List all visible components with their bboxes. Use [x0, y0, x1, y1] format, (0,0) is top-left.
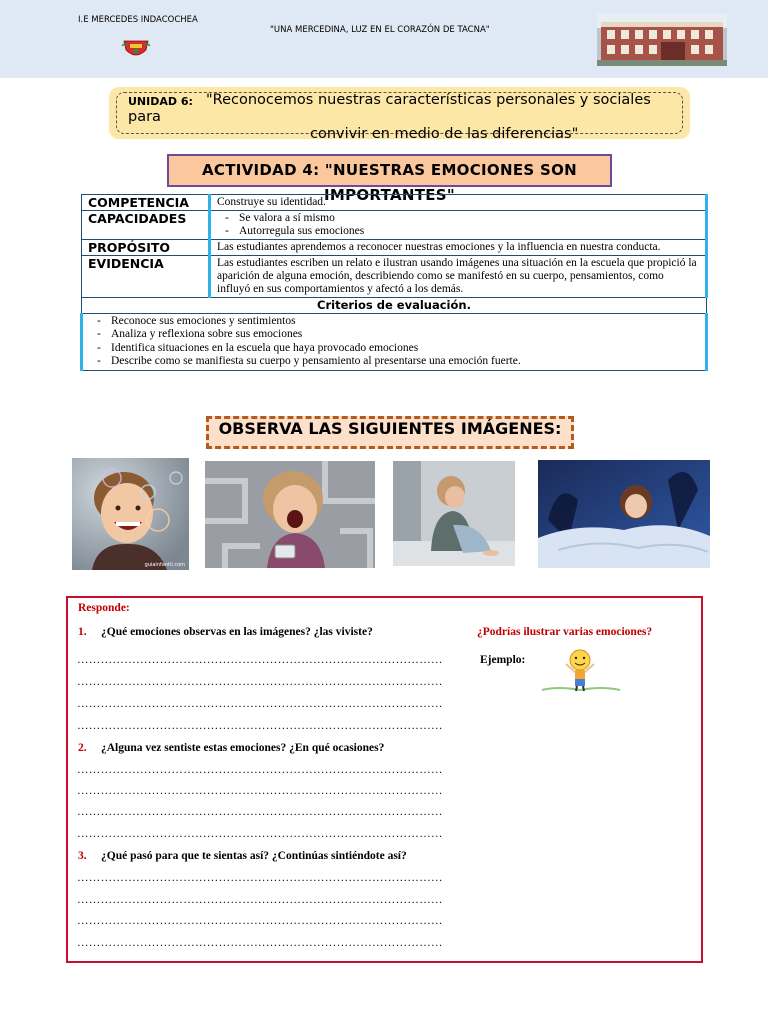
question-1-number: 1.	[78, 626, 87, 638]
photo-scared-girl	[538, 460, 710, 568]
answer-line: …………………………………………………………………………………	[77, 698, 443, 710]
question-3-number: 3.	[78, 850, 87, 862]
competencia-label: COMPETENCIA	[82, 195, 210, 211]
answer-line: …………………………………………………………………………………	[77, 720, 443, 732]
photo-sad-child	[393, 461, 515, 566]
responde-label: Responde:	[78, 602, 130, 614]
activity-title: ACTIVIDAD 4: "NUESTRAS EMOCIONES SON IMPORTANTES"	[201, 161, 578, 204]
photo-happy-child	[72, 458, 189, 570]
criterios-heading: Criterios de evaluación.	[82, 298, 707, 314]
observe-banner	[206, 416, 574, 449]
question-3-text: ¿Qué pasó para que te sientas así? ¿Continúas sintiéndote así?	[101, 850, 407, 862]
answer-line: …………………………………………………………………………………	[77, 872, 443, 884]
unit-title-continuation: convivir en medio de las diferencias"	[310, 126, 579, 142]
capacidades-value	[210, 211, 707, 240]
proposito-label: PROPÓSITO	[82, 240, 210, 256]
list-item: - Identifica situaciones en la escuela que haya provocado emociones	[97, 342, 699, 355]
criterios-list	[89, 315, 699, 368]
table-row	[82, 240, 707, 256]
list-item: - Describe como se manifiesta su cuerpo y pensamiento al presentarse una emoción fuerte.	[97, 355, 699, 368]
table-row	[82, 256, 707, 298]
proposito-value: Las estudiantes aprendemos a reconocer nuestras emociones y la influencia en nuestra conducta.	[210, 240, 707, 256]
answer-line: …………………………………………………………………………………	[77, 806, 443, 818]
answer-line: …………………………………………………………………………………	[77, 764, 443, 776]
answer-line: …………………………………………………………………………………	[77, 785, 443, 797]
table-row	[82, 195, 707, 211]
observe-title: OBSERVA LAS SIGUIENTES IMÁGENES:	[218, 419, 562, 438]
unit-title: "Reconocemos nuestras características personales y sociales para	[128, 92, 651, 125]
capacidades-list	[217, 212, 699, 238]
answer-line: …………………………………………………………………………………	[77, 894, 443, 906]
table-row	[82, 211, 707, 240]
page-header	[0, 0, 768, 78]
answer-line: …………………………………………………………………………………	[77, 654, 443, 666]
list-item: - Se valora a sí mismo	[225, 212, 699, 225]
competency-table	[80, 194, 708, 371]
table-row	[82, 314, 707, 371]
list-item: - Analiza y reflexiona sobre sus emociones	[97, 328, 699, 341]
criterios-cell	[82, 314, 707, 371]
evidencia-label: EVIDENCIA	[82, 256, 210, 298]
question-2-number: 2.	[78, 742, 87, 754]
capacidades-label: CAPACIDADES	[82, 211, 210, 240]
school-motto: "UNA MERCEDINA, LUZ EN EL CORAZÓN DE TACNA"	[270, 25, 490, 35]
answer-line: …………………………………………………………………………………	[77, 676, 443, 688]
school-crest-logo	[122, 38, 150, 60]
answer-line: …………………………………………………………………………………	[77, 915, 443, 927]
illustrate-prompt: ¿Podrías ilustrar varias emociones?	[477, 626, 653, 638]
school-name: I.E MERCEDES INDACOCHEA	[78, 15, 198, 25]
list-item: - Reconoce sus emociones y sentimientos	[97, 315, 699, 328]
competencia-value: Construye su identidad.	[210, 195, 707, 211]
example-label: Ejemplo:	[480, 654, 526, 666]
unit-label: UNIDAD 6:	[128, 95, 193, 108]
question-2-text: ¿Alguna vez sentiste estas emociones? ¿En qué ocasiones?	[101, 742, 385, 754]
question-1-text: ¿Qué emociones observas en las imágenes? ¿las viviste?	[101, 626, 373, 638]
school-building-photo	[597, 14, 727, 66]
list-item: - Autorregula sus emociones	[225, 225, 699, 238]
smiley-child-drawing	[538, 646, 622, 694]
evidencia-value: Las estudiantes escriben un relato e ilustran usando imágenes una situación en la escuela que propició la aparición de alguna emoción, describiendo como se manifestó en su cuerpo, pensamientos, como influyó en sus comportamientos y afectó a los demás.	[210, 256, 707, 298]
photo-watermark: guiainfantil.com	[144, 562, 185, 568]
answer-line: …………………………………………………………………………………	[77, 937, 443, 949]
photo-angry-girl	[205, 461, 375, 568]
table-row	[82, 298, 707, 314]
answer-line: …………………………………………………………………………………	[77, 828, 443, 840]
